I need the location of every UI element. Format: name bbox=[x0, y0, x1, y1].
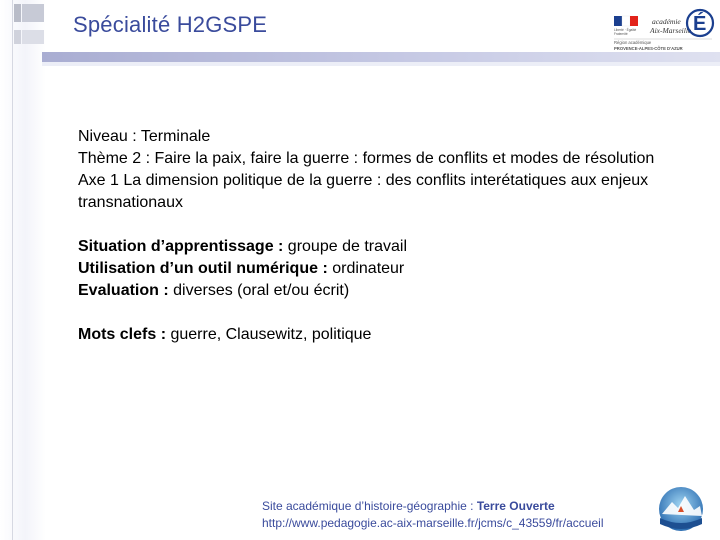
niveau-line: Niveau : Terminale bbox=[78, 128, 211, 145]
slide-content bbox=[78, 126, 688, 346]
svg-text:É: É bbox=[693, 13, 707, 35]
left-decoration bbox=[0, 0, 46, 540]
header-rule-shadow bbox=[42, 62, 720, 66]
mots-clefs-value: guerre, Clausewitz, politique bbox=[166, 326, 372, 343]
evaluation-value: diverses (oral et/ou écrit) bbox=[168, 282, 350, 299]
footer-url[interactable]: http://www.pedagogie.ac-aix-marseille.fr/jcms/c_43559/fr/accueil bbox=[262, 516, 604, 530]
left-vertical-line bbox=[12, 0, 13, 540]
evaluation-line bbox=[78, 280, 688, 302]
footer-site-line bbox=[262, 498, 603, 515]
logo-line1: académie bbox=[652, 17, 681, 26]
situation-value: groupe de travail bbox=[283, 238, 407, 255]
terre-ouverte-globe-icon bbox=[652, 484, 710, 534]
svg-text:Liberté · Égalité: Liberté · Égalité bbox=[614, 28, 637, 32]
deco-square bbox=[22, 4, 44, 22]
outil-value: ordinateur bbox=[327, 260, 405, 277]
situation-label: Situation d’apprentissage : bbox=[78, 238, 284, 255]
footer-site-name[interactable]: Terre Ouverte bbox=[476, 499, 555, 513]
outil-label: Utilisation d’un outil numérique : bbox=[78, 260, 328, 277]
marianne-flag-icon bbox=[614, 16, 638, 26]
footer-site-prefix: Site académique d’histoire-géographie : bbox=[262, 499, 477, 513]
svg-text:Fraternité: Fraternité bbox=[614, 32, 628, 36]
deco-square bbox=[14, 30, 21, 44]
deco-square bbox=[22, 30, 44, 44]
mots-clefs-label: Mots clefs : bbox=[78, 326, 167, 343]
logo-line2: Aix-Marseille bbox=[650, 26, 692, 35]
logo-region-line2: PROVENCE-ALPES-CÔTE D'AZUR bbox=[614, 46, 683, 51]
mots-clefs-line bbox=[78, 324, 688, 346]
logo-region-line1: Région académique bbox=[614, 40, 652, 45]
deco-square bbox=[14, 4, 21, 22]
academie-e-logo bbox=[687, 10, 713, 36]
footer bbox=[262, 498, 603, 532]
slide-title: Spécialité H2GSPE bbox=[73, 12, 268, 37]
header-rule bbox=[42, 52, 720, 62]
axe-line: Axe 1 La dimension politique de la guerre : des conflits interétatiques aux enjeux transnationaux bbox=[78, 172, 649, 211]
situation-line bbox=[78, 236, 688, 258]
evaluation-label: Evaluation : bbox=[78, 282, 169, 299]
academie-aix-marseille-logo bbox=[612, 4, 716, 52]
outil-line bbox=[78, 258, 688, 280]
theme-line: Thème 2 : Faire la paix, faire la guerre : formes de conflits et modes de résolution bbox=[78, 150, 655, 167]
